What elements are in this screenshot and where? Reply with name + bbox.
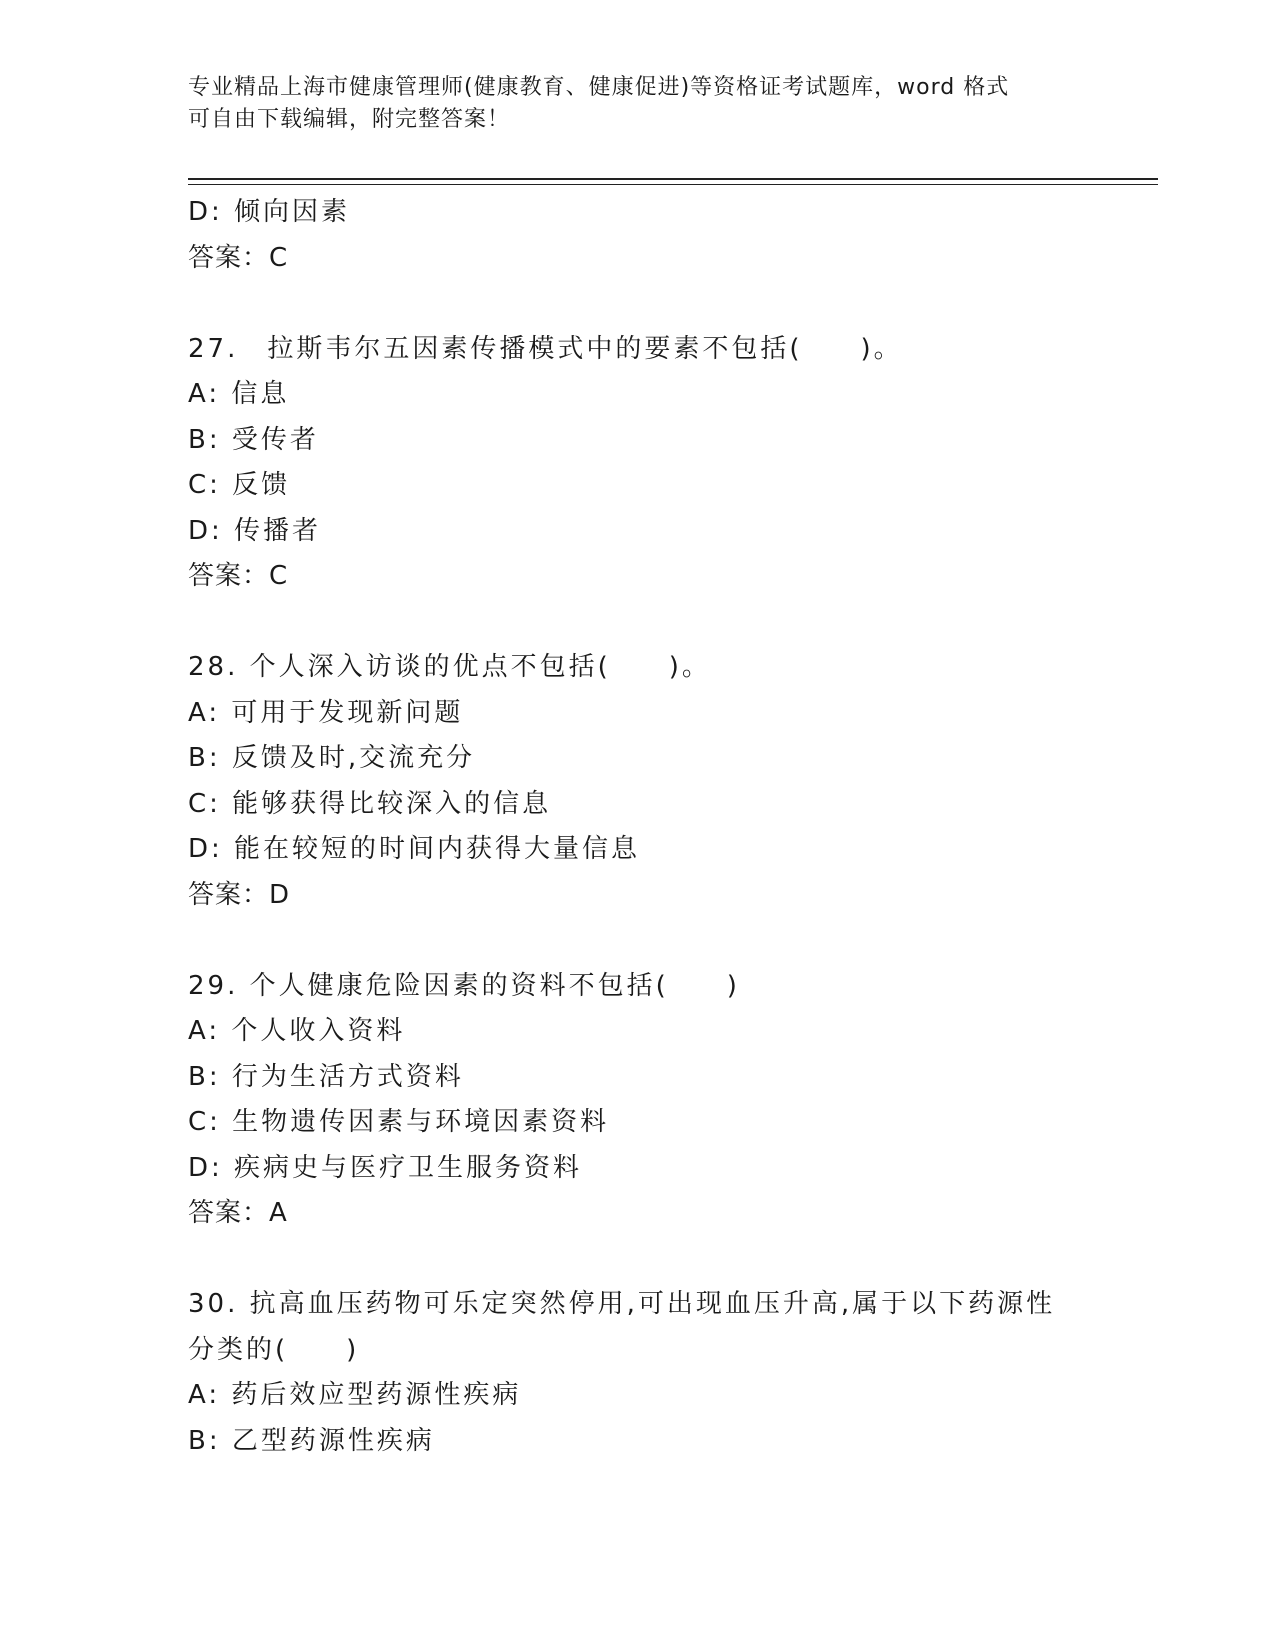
option-c: C: 能够获得比较深入的信息 — [188, 788, 552, 819]
option-c: C: 反馈 — [188, 470, 291, 500]
option-d: D: 传播者 — [188, 515, 322, 546]
answer-line: 答案：D — [188, 879, 291, 910]
header-line-2: 可自由下载编辑，附完整答案！ — [188, 107, 511, 132]
question-stem: 29. 个人健康危险因素的资料不包括( ) — [188, 970, 740, 1001]
option-a: A: 信息 — [188, 379, 290, 409]
question-stem: 28. 个人深入访谈的优点不包括( )。 — [188, 652, 711, 682]
option-b: B: 行为生活方式资料 — [188, 1061, 464, 1092]
document-header — [188, 72, 1088, 136]
header-divider-thick — [188, 178, 1158, 180]
option-b: B: 乙型药源性疾病 — [188, 1425, 435, 1456]
question-stem: 27. 拉斯韦尔五因素传播模式中的要素不包括( )。 — [188, 333, 903, 364]
header-line-1: 专业精品上海市健康管理师(健康教育、健康促进)等资格证考试题库，word 格式 — [188, 75, 1010, 100]
question-stem-line-1: 30. 抗高血压药物可乐定突然停用,可出现血压升高,属于以下药源性 — [188, 1289, 1056, 1319]
header-divider-thin — [188, 184, 1158, 185]
option-a: A: 个人收入资料 — [188, 1016, 406, 1046]
option-d: D: 倾向因素 — [188, 197, 351, 227]
question-list — [188, 190, 1088, 1464]
option-d: D: 疾病史与医疗卫生服务资料 — [188, 1152, 583, 1183]
option-a: A: 可用于发现新问题 — [188, 697, 464, 728]
option-a: A: 药后效应型药源性疾病 — [188, 1380, 522, 1410]
answer-line: 答案：C — [188, 561, 289, 591]
option-d: D: 能在较短的时间内获得大量信息 — [188, 834, 641, 864]
answer-line: 答案：C — [188, 242, 289, 273]
option-b: B: 反馈及时,交流充分 — [188, 743, 476, 773]
question-stem-line-2: 分类的( ) — [188, 1334, 360, 1365]
option-c: C: 生物遗传因素与环境因素资料 — [188, 1107, 610, 1137]
answer-line: 答案：A — [188, 1198, 288, 1228]
option-b: B: 受传者 — [188, 424, 319, 455]
